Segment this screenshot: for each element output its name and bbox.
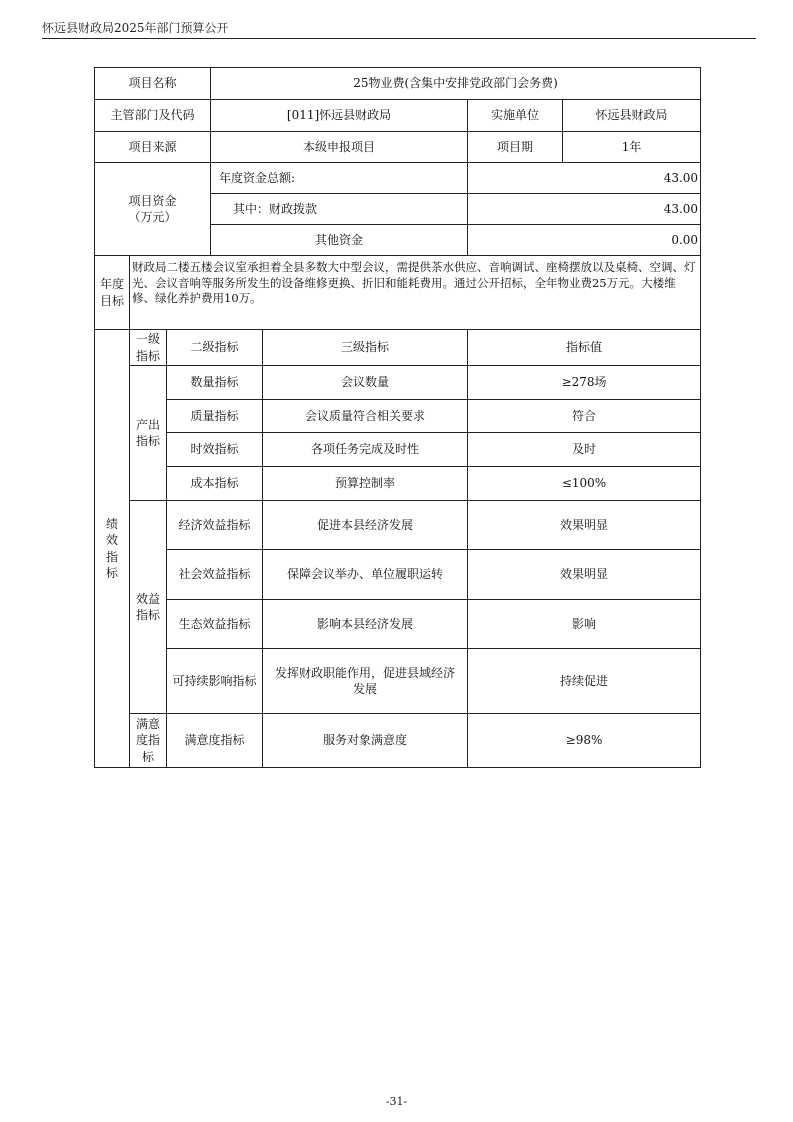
indicator-level2: 成本指标 bbox=[167, 467, 263, 501]
satisfaction-group-label bbox=[130, 714, 167, 768]
row-source bbox=[95, 132, 701, 163]
indicator-level2: 质量指标 bbox=[167, 400, 263, 433]
goal-label-line1: 年度 bbox=[99, 277, 124, 292]
implementing-unit-value: 怀远县财政局 bbox=[563, 100, 701, 132]
indicator-value: ≤100% bbox=[468, 467, 701, 501]
performance-label-char: 指 bbox=[105, 549, 118, 564]
project-name-label: 项目名称 bbox=[95, 68, 211, 100]
header-level3: 三级指标 bbox=[263, 330, 468, 366]
table-row bbox=[95, 400, 701, 433]
period-value: 1年 bbox=[563, 132, 701, 163]
table-row bbox=[95, 550, 701, 600]
source-label: 项目来源 bbox=[95, 132, 211, 163]
header-level1-line1: 一级 bbox=[135, 332, 160, 347]
funds-other-label: 其他资金 bbox=[211, 225, 468, 256]
table-row bbox=[95, 649, 701, 714]
indicator-value: ≥278场 bbox=[468, 366, 701, 400]
department-label: 主管部门及代码 bbox=[95, 100, 211, 132]
table-row bbox=[95, 714, 701, 768]
row-department bbox=[95, 100, 701, 132]
indicator-level3: 促进本县经济发展 bbox=[263, 501, 468, 550]
indicator-level2: 经济效益指标 bbox=[167, 501, 263, 550]
benefit-label-line2: 指标 bbox=[135, 608, 160, 622]
table-row bbox=[95, 433, 701, 467]
indicator-level3: 预算控制率 bbox=[263, 467, 468, 501]
table-row bbox=[95, 467, 701, 501]
indicator-level2: 生态效益指标 bbox=[167, 600, 263, 649]
page-number: -31- bbox=[385, 1095, 408, 1108]
goal-label-line2: 目标 bbox=[99, 293, 124, 308]
row-project-name bbox=[95, 68, 701, 100]
satisfaction-label-line: 标 bbox=[141, 749, 154, 764]
indicator-value: 影响 bbox=[468, 600, 701, 649]
output-label-line2: 指标 bbox=[135, 434, 160, 448]
performance-label bbox=[95, 330, 130, 768]
source-value: 本级申报项目 bbox=[211, 132, 468, 163]
indicator-level3: 服务对象满意度 bbox=[263, 714, 468, 768]
funds-label-line2: （万元） bbox=[128, 210, 177, 224]
indicator-level3-line2: 发展 bbox=[353, 682, 378, 696]
indicator-value: 效果明显 bbox=[468, 550, 701, 600]
indicator-value: 符合 bbox=[468, 400, 701, 433]
funds-fiscal-label: 其中：财政拨款 bbox=[211, 194, 468, 225]
performance-label-char: 效 bbox=[105, 533, 118, 548]
output-label-line1: 产出 bbox=[135, 417, 160, 432]
indicator-level3: 会议数量 bbox=[263, 366, 468, 400]
indicator-level2: 社会效益指标 bbox=[167, 550, 263, 600]
indicator-level3-line1: 发挥财政职能作用，促进县域经济 bbox=[275, 665, 456, 680]
indicator-value: 及时 bbox=[468, 433, 701, 467]
department-value: [011]怀远县财政局 bbox=[211, 100, 468, 132]
performance-label-char: 绩 bbox=[105, 517, 118, 532]
funds-other-value: 0.00 bbox=[468, 225, 701, 256]
row-performance-header bbox=[95, 330, 701, 366]
satisfaction-label-line: 满意 bbox=[135, 717, 160, 732]
header-level2: 二级指标 bbox=[167, 330, 263, 366]
project-table bbox=[94, 67, 701, 768]
period-label: 项目期 bbox=[468, 132, 563, 163]
header-title: 怀远县财政局2025年部门预算公开 bbox=[42, 21, 229, 35]
benefit-label-line1: 效益 bbox=[135, 591, 160, 606]
indicator-level2: 满意度指标 bbox=[167, 714, 263, 768]
header-level1 bbox=[130, 330, 167, 366]
indicator-level2: 数量指标 bbox=[167, 366, 263, 400]
indicator-value: 持续促进 bbox=[468, 649, 701, 714]
funds-total-value: 43.00 bbox=[468, 163, 701, 194]
table-row bbox=[95, 366, 701, 400]
indicator-value: ≥98% bbox=[468, 714, 701, 768]
benefit-group-label bbox=[130, 501, 167, 714]
performance-label-char: 标 bbox=[105, 565, 118, 580]
indicator-level3: 各项任务完成及时性 bbox=[263, 433, 468, 467]
implementing-unit-label: 实施单位 bbox=[468, 100, 563, 132]
funds-label bbox=[95, 163, 211, 256]
indicator-level2: 时效指标 bbox=[167, 433, 263, 467]
indicator-level3: 会议质量符合相关要求 bbox=[263, 400, 468, 433]
indicator-level2: 可持续影响指标 bbox=[167, 649, 263, 714]
row-funds-total bbox=[95, 163, 701, 194]
funds-label-line1: 项目资金 bbox=[128, 193, 177, 208]
indicator-level3: 影响本县经济发展 bbox=[263, 600, 468, 649]
header-level1-line2: 指标 bbox=[135, 348, 160, 363]
funds-total-label: 年度资金总额: bbox=[211, 163, 468, 194]
row-annual-goal bbox=[95, 256, 701, 330]
indicator-value: 效果明显 bbox=[468, 501, 701, 550]
header-value: 指标值 bbox=[468, 330, 701, 366]
funds-fiscal-value: 43.00 bbox=[468, 194, 701, 225]
satisfaction-label-line: 度指 bbox=[135, 733, 160, 748]
output-group-label bbox=[130, 366, 167, 501]
table-row bbox=[95, 501, 701, 550]
goal-label bbox=[95, 256, 130, 330]
page-header bbox=[42, 14, 756, 39]
project-name-value: 25物业费(含集中安排党政部门会务费) bbox=[211, 68, 701, 100]
indicator-level3: 保障会议举办、单位履职运转 bbox=[263, 550, 468, 600]
goal-text: 财政局二楼五楼会议室承担着全县多数大中型会议，需提供茶水供应、音响调试、座椅摆放以及桌椅、空调、灯光、会议音响等服务所发生的设备维修更换、折旧和能耗费用。通过公开招标，全年物业费25万元。大楼维修、绿化养护费用10万。 bbox=[130, 256, 701, 330]
table-row bbox=[95, 600, 701, 649]
indicator-level3 bbox=[263, 649, 468, 714]
